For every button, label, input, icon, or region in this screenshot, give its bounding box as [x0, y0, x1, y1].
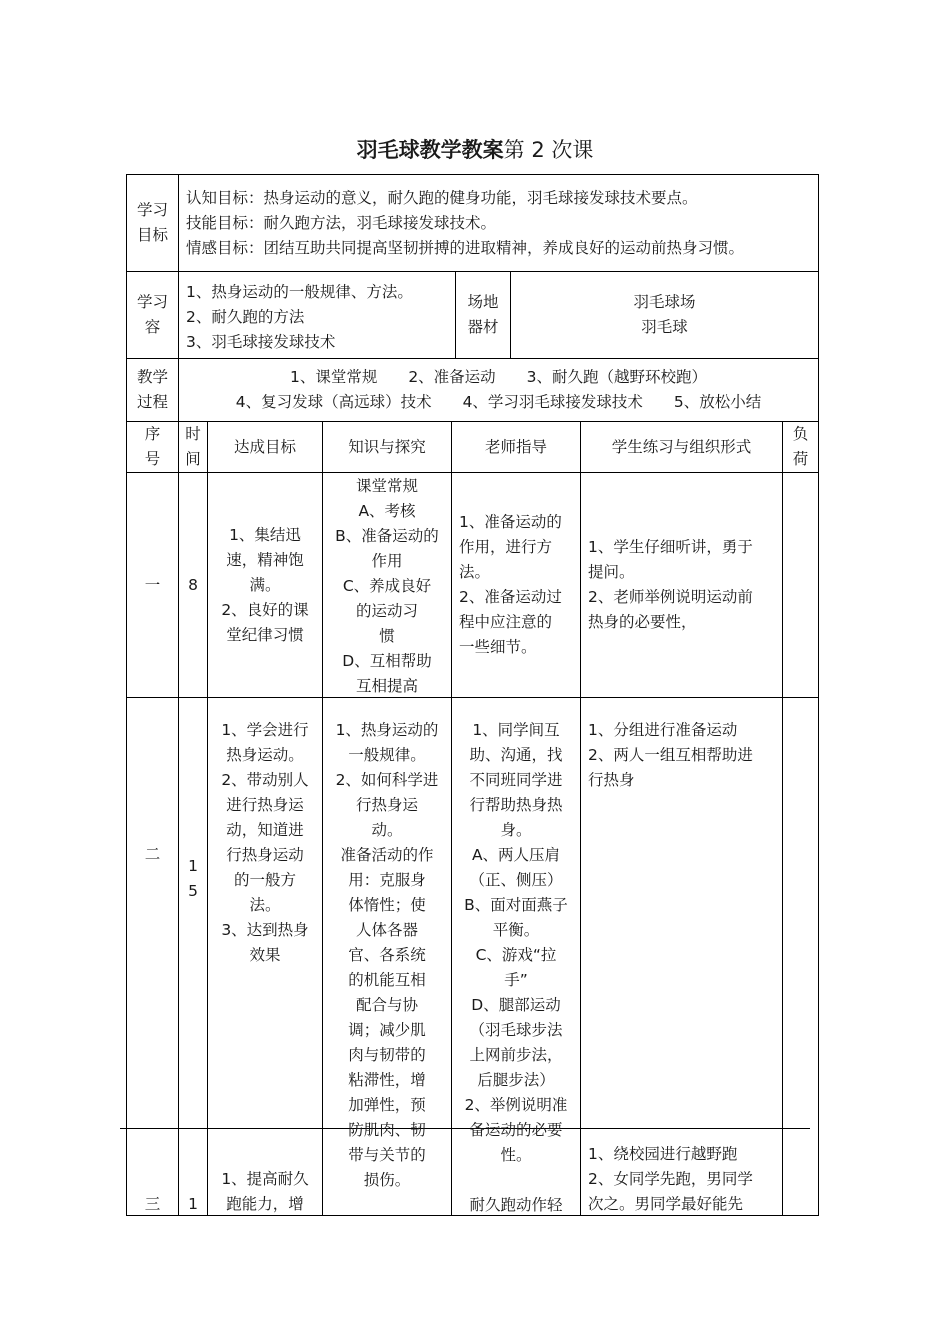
- objective-cognitive: 认知目标：热身运动的意义，耐久跑的健身功能，羽毛球接发球技术要点。: [186, 189, 698, 207]
- venue-court: 羽毛球场: [633, 293, 696, 311]
- header-knowledge: 知识与探究: [348, 437, 426, 456]
- row1-student: 1、学生仔细听讲，勇于 提问。 2、老师举例说明运动前 热身的必要性，: [588, 538, 753, 631]
- header-load: 负 荷: [792, 425, 809, 468]
- objective-affective: 情感目标：团结互助共同提高坚韧拼搏的进取精神，养成良好的运动前热身习惯。: [186, 239, 745, 257]
- process-label: 教学 过程: [136, 368, 168, 411]
- row3-goal: 1、提高耐久 跑能力，增: [221, 1170, 309, 1213]
- row2-goal: 1、学会进行 热身运动。 2、带动别人 进行热身运 动，知道进 行热身运动 的一般方 法。 3、达到热身 效果: [221, 721, 309, 964]
- process-steps: [179, 359, 818, 421]
- header-teacher: 老师指导: [484, 437, 547, 456]
- row3-seq: 三: [144, 1195, 161, 1213]
- content-item: 2、耐久跑的方法: [186, 308, 305, 326]
- row3-time: 1: [188, 1195, 198, 1213]
- row1-knowledge: 课堂常规 A、考核 B、准备运动的 作用 C、养成良好 的运动习 惯 D、互相帮助 互相提高: [335, 477, 439, 695]
- objective-skill: 技能目标：耐久跑方法，羽毛球接发球技术。: [186, 214, 497, 232]
- row1-teacher: 1、准备运动的 作用，进行方 法。 2、准备运动过 程中应注意的 一些细节。: [459, 513, 562, 656]
- row2-time: 1 5: [188, 857, 198, 900]
- header-goal: 达成目标: [233, 437, 296, 456]
- content-item: 1、热身运动的一般规律、方法。: [186, 283, 413, 301]
- row2-student: 1、分组进行准备运动 2、两人一组互相帮助进 行热身: [588, 721, 753, 789]
- content-lines: [186, 280, 452, 355]
- process-line-2: 4、复习发球（高远球）技术 4、学习羽毛球接发球技术 5、放松小结: [235, 393, 762, 411]
- venue-equipment: 羽毛球: [641, 318, 688, 336]
- venue-label: 场地 器材: [467, 293, 499, 336]
- row3-student: 1、绕校园进行越野跑 2、女同学先跑，男同学 次之。男同学最好能先: [588, 1145, 753, 1213]
- page-title: 羽毛球教学教案第 2 次课: [356, 138, 594, 162]
- row2-knowledge: 1、热身运动的 一般规律。 2、如何科学进 行热身运 动。 准备活动的作 用：克服身 体惰性；使 人体各器 官、各系统 的机能互相 配合与协 调；减少肌 肉与韧带的 粘滞性，增 加弹性，预 防肌肉、韧 带与关节的 损伤。: [335, 721, 439, 1189]
- header-seq: 序 号: [144, 425, 161, 468]
- header-time: 时 间: [185, 425, 201, 468]
- row2-seq: 二: [144, 844, 161, 863]
- row1-seq: 一: [144, 575, 161, 594]
- venue-value: [511, 272, 818, 358]
- objectives-lines: [186, 186, 816, 261]
- row1-goal: 1、集结迅 速，精神饱 满。 2、良好的课 堂纪律习惯: [221, 525, 309, 644]
- row1-time: 8: [188, 575, 198, 594]
- process-line-1: 1、课堂常规 2、准备运动 3、耐久跑（越野环校跑）: [289, 368, 708, 386]
- header-student: 学生练习与组织形式: [611, 437, 752, 456]
- objectives-label: 学习 目标: [136, 201, 168, 244]
- content-item: 3、羽毛球接发球技术: [186, 333, 336, 351]
- content-label: 学习 容: [136, 293, 168, 336]
- row2-teacher: 1、同学间互 助、沟通，找 不同班同学进 行帮助热身热 身。 A、两人压肩 （正、侧压） B、面对面燕子 平衡。 C、游戏“拉 手” D、腿部运动 （羽毛球步法 上网前步法， 后腿步法） 2、举例说明准 备运动的必要 性。 耐久跑动作轻: [464, 721, 568, 1214]
